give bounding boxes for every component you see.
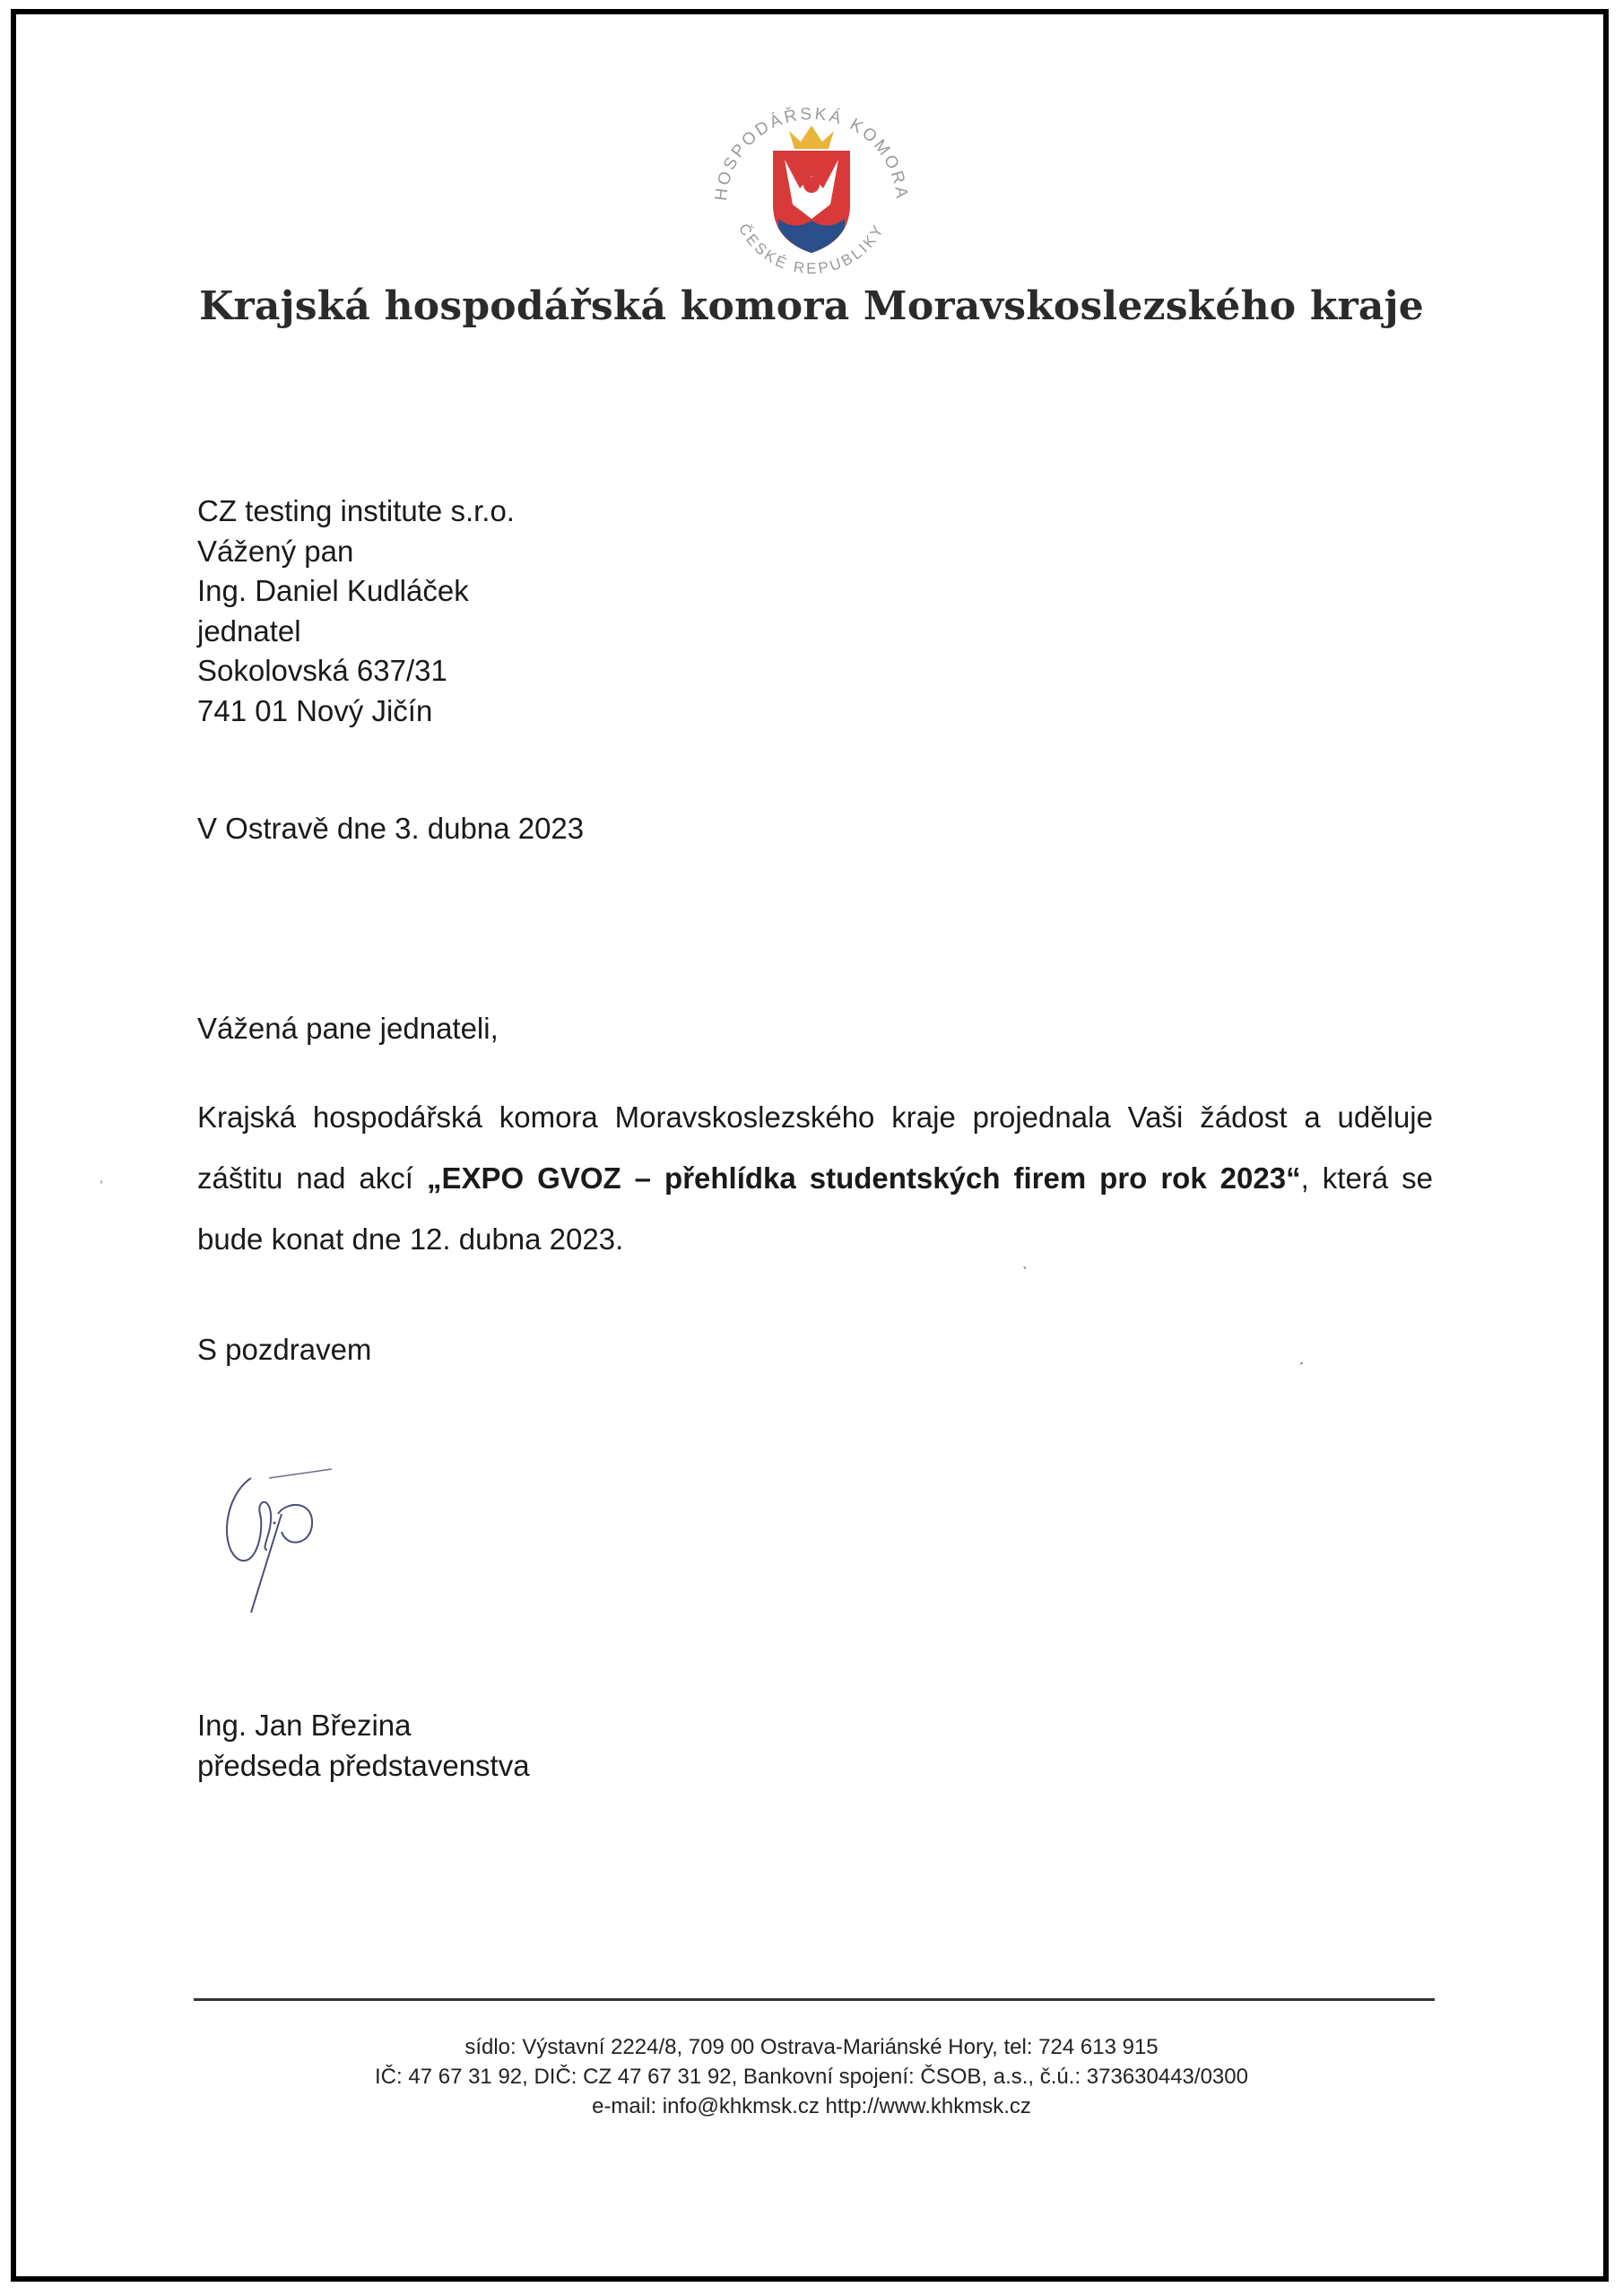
recipient-name: Ing. Daniel Kudláček bbox=[197, 574, 469, 607]
recipient-address bbox=[197, 491, 515, 731]
signer-name: Ing. Jan Březina bbox=[197, 1709, 412, 1742]
signer-block bbox=[197, 1706, 530, 1786]
event-name: „EXPO GVOZ – přehlídka studentských firem pro rok 2023“ bbox=[426, 1161, 1301, 1195]
handwritten-signature bbox=[215, 1460, 350, 1622]
chamber-logo bbox=[699, 70, 924, 294]
letter-footer bbox=[0, 2032, 1623, 2121]
salutation: Vážená pane jednateli, bbox=[197, 1012, 499, 1045]
footer-registration: IČ: 47 67 31 92, DIČ: CZ 47 67 31 92, Bankovní spojení: ČSOB, a.s., č.ú.: 373630443/0300 bbox=[375, 2065, 1248, 2089]
scan-speck: ˋ bbox=[1022, 1265, 1028, 1283]
recipient-company: CZ testing institute s.r.o. bbox=[197, 494, 515, 527]
svg-text:ČESKÉ REPUBLIKY: ČESKÉ REPUBLIKY bbox=[734, 221, 889, 278]
scan-speck: ˌ bbox=[99, 1166, 104, 1184]
signer-role: předseda představenstva bbox=[197, 1748, 530, 1782]
letter-body bbox=[197, 1087, 1433, 1270]
recipient-role: jednatel bbox=[197, 613, 301, 648]
recipient-city: 741 01 Nový Jičín bbox=[197, 693, 433, 727]
closing: S pozdravem bbox=[197, 1333, 372, 1366]
footer-contacts: e-mail: info@khkmsk.cz http://www.khkmsk.cz bbox=[592, 2094, 1031, 2118]
body-text-after: , která se bude konat dne 12. dubna 2023. bbox=[197, 1161, 1433, 1256]
date-line: V Ostravě dne 3. dubna 2023 bbox=[197, 812, 585, 845]
footer-address: sídlo: Výstavní 2224/8, 709 00 Ostrava-Mariánské Hory, tel: 724 613 915 bbox=[464, 2035, 1159, 2059]
recipient-greeting: Vážený pan bbox=[197, 534, 354, 568]
svg-text:HOSPODÁŘSKÁ KOMORA: HOSPODÁŘSKÁ KOMORA bbox=[711, 104, 912, 203]
body-text-before: Krajská hospodářská komora Moravskoslezského kraje projednala Vaši žádost a uděluje záštitu nad akcí bbox=[197, 1100, 1433, 1195]
recipient-street: Sokolovská 637/31 bbox=[197, 654, 447, 687]
footer-divider bbox=[194, 1998, 1435, 2001]
organization-title: Krajská hospodářská komora Moravskoslezského kraje bbox=[199, 283, 1424, 329]
scan-speck: ˏ bbox=[1298, 1347, 1304, 1365]
